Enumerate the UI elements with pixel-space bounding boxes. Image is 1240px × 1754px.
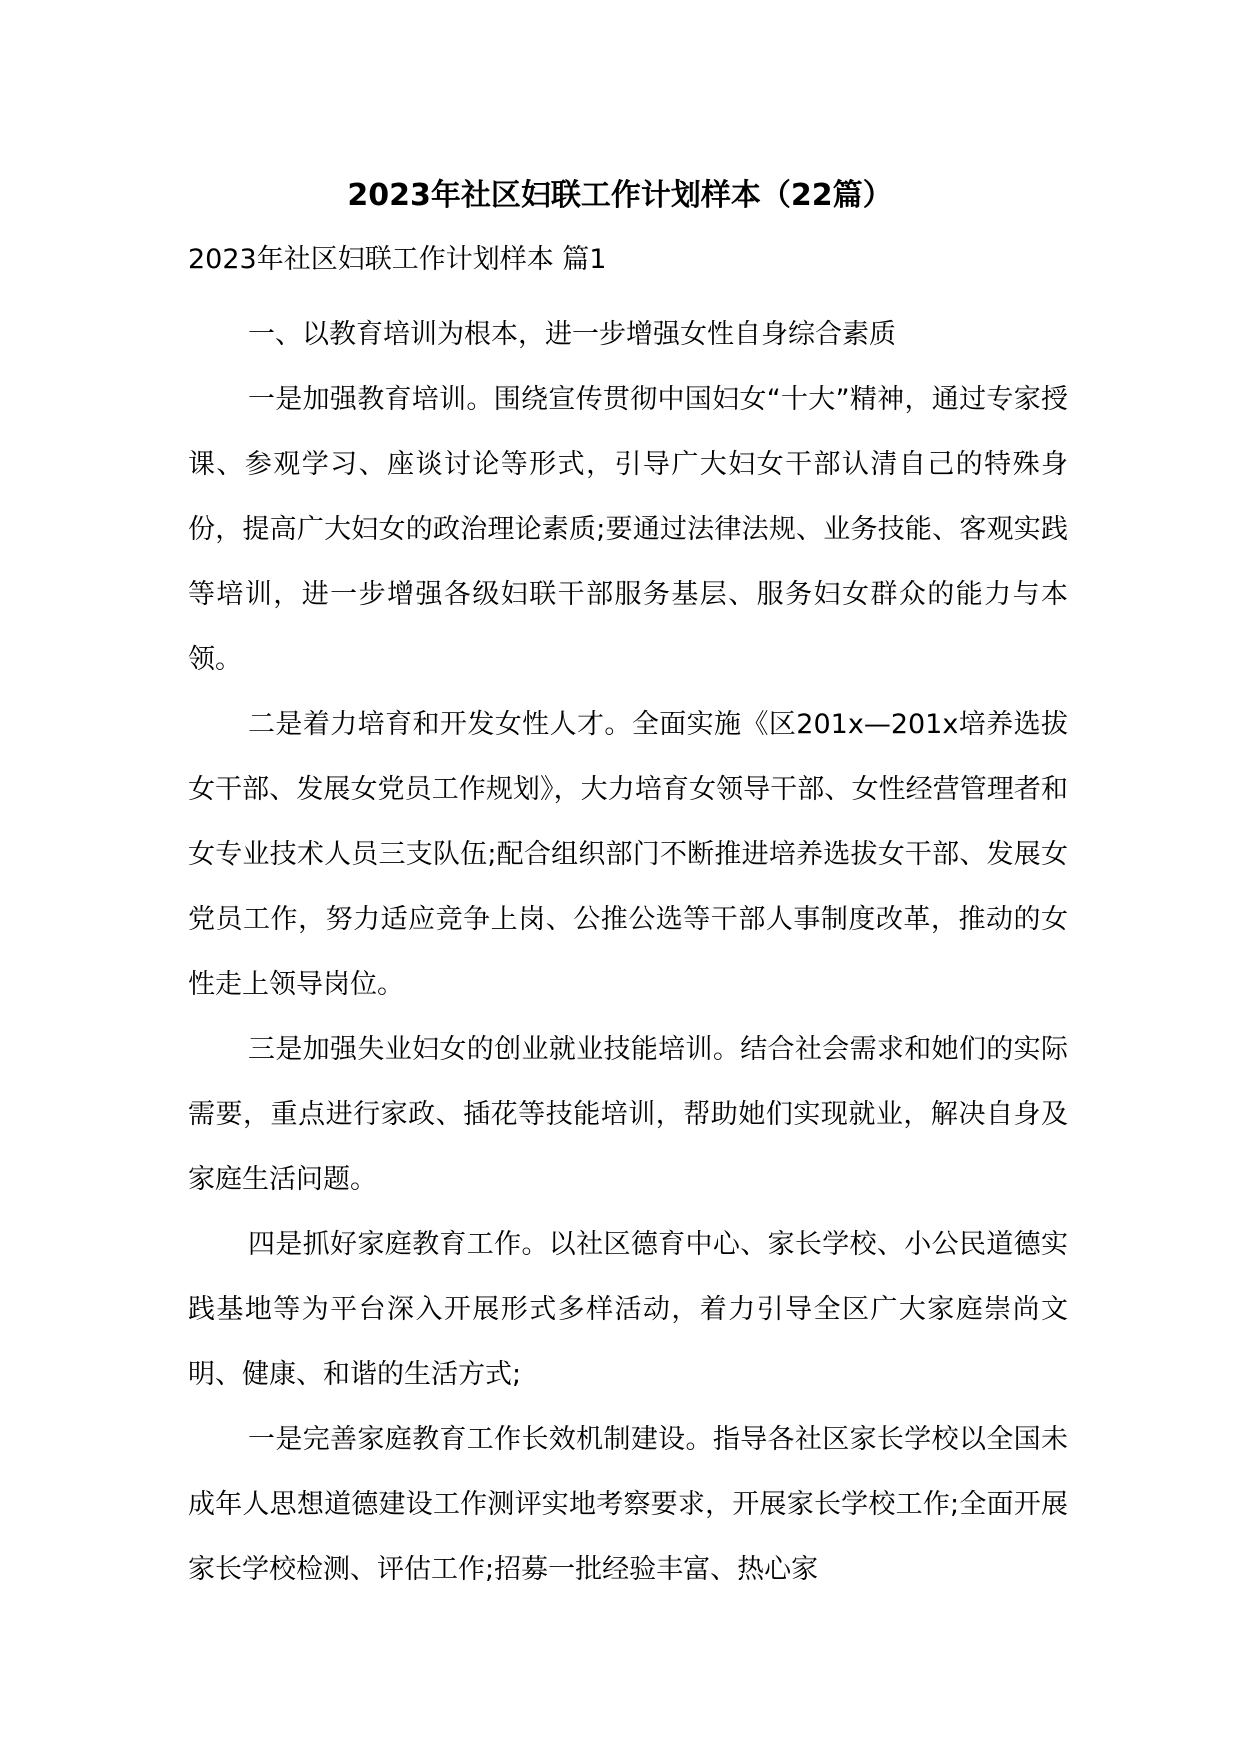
paragraph: 一、以教育培训为根本，进一步增强女性自身综合素质 bbox=[248, 319, 896, 350]
section-heading: 2023年社区妇联工作计划样本 篇1 bbox=[188, 244, 607, 275]
paragraph: 二是着力培育和开发女性人才。全面实施《区201x—201x培养选拔女干部、发展女党员工作规划》，大力培育女领导干部、女性经营管理者和女专业技术人员三支队伍;配合组织部门不断推进培养选拔女干部、发展女党员工作，努力适应竞争上岗、公推公选等干部人事制度改革，推动的女性走上领导岗位。 bbox=[188, 709, 1068, 1000]
paragraph: 四是抓好家庭教育工作。以社区德育中心、家长学校、小公民道德实践基地等为平台深入开展形式多样活动，着力引导全区广大家庭崇尚文明、健康、和谐的生活方式; bbox=[188, 1229, 1068, 1390]
paragraph: 三是加强失业妇女的创业就业技能培训。结合社会需求和她们的实际需要，重点进行家政、插花等技能培训，帮助她们实现就业，解决自身及家庭生活问题。 bbox=[188, 1034, 1068, 1195]
paragraph: 一是加强教育培训。围绕宣传贯彻中国妇女“十大”精神，通过专家授课、参观学习、座谈讨论等形式，引导广大妇女干部认清自己的特殊身份，提高广大妇女的政治理论素质;要通过法律法规、业务技能、客观实践等培训，进一步增强各级妇联干部服务基层、服务妇女群众的能力与本领。 bbox=[188, 384, 1068, 675]
paragraph: 一是完善家庭教育工作长效机制建设。指导各社区家长学校以全国未成年人思想道德建设工作测评实地考察要求，开展家长学校工作;全面开展家长学校检测、评估工作;招募一批经验丰富、热心家 bbox=[188, 1424, 1068, 1585]
document-title: 2023年社区妇联工作计划样本（22篇） bbox=[347, 178, 893, 213]
document-body bbox=[188, 302, 1068, 1602]
